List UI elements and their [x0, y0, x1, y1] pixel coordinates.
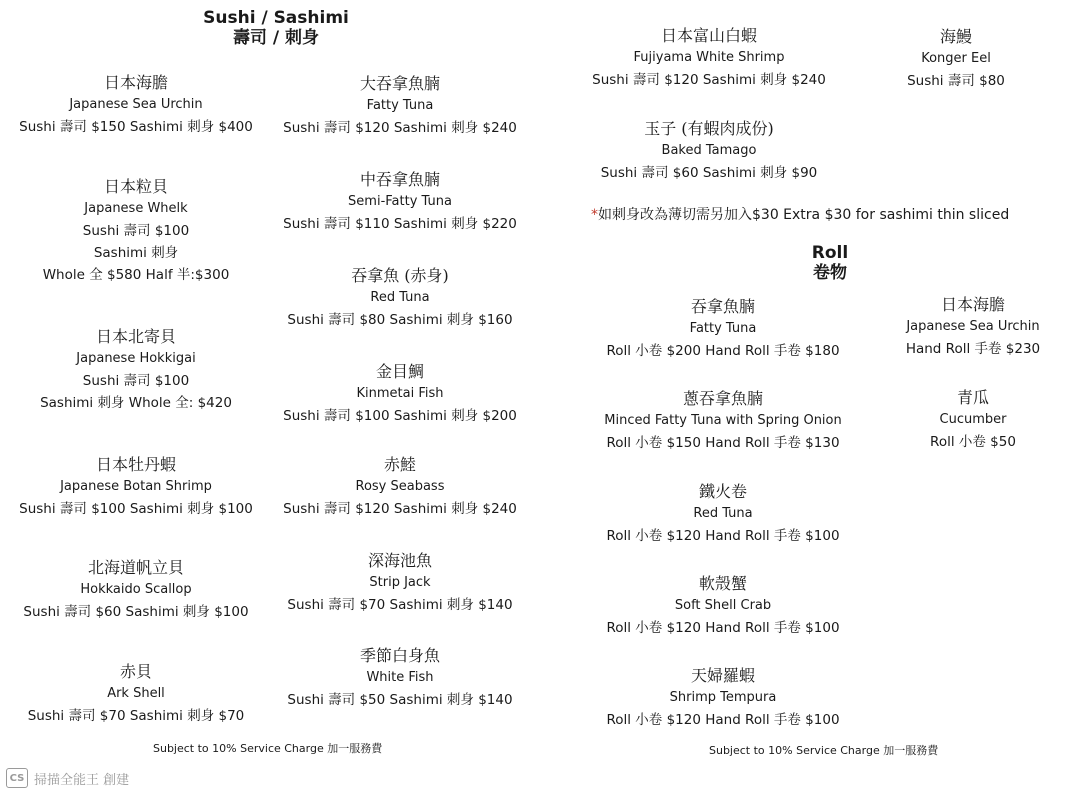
menu-item-white-fish: [270, 645, 530, 711]
watermark-text: 掃描全能王 創建: [34, 772, 130, 788]
item-price: Roll 小卷 $150 Hand Roll 手卷 $130: [606, 435, 840, 451]
item-price: Roll 小卷 $120 Hand Roll 手卷 $100: [606, 620, 840, 636]
item-price: Sushi 壽司 $150 Sashimi 刺身 $400: [19, 119, 253, 135]
item-price: Sushi 壽司 $80: [907, 73, 1005, 89]
item-name-zh: 青瓜: [956, 388, 989, 407]
menu-item-hokkigai: [6, 326, 266, 414]
menu-item-kinmetai: [270, 361, 530, 427]
menu-item-tamago: [580, 118, 838, 184]
item-price: Hand Roll 手卷 $230: [905, 341, 1041, 357]
item-price: Sushi 壽司 $60 Sashimi 刺身 $90: [600, 165, 818, 181]
item-name-en: Semi-Fatty Tuna: [348, 194, 452, 209]
item-name-zh: 金目鯛: [375, 362, 424, 381]
scanner-watermark: [6, 768, 129, 788]
item-price: Sushi 壽司 $120 Sashimi 刺身 $240: [283, 501, 517, 517]
item-name-en: Baked Tamago: [661, 143, 757, 158]
asterisk: *: [591, 207, 598, 223]
item-price: Sushi 壽司 $100 Sashimi 刺身 $200: [283, 408, 517, 424]
menu-item-scallop: [6, 557, 266, 623]
item-name-zh: 北海道帆立貝: [87, 558, 184, 577]
item-name-zh: 玉子 (有蝦肉成份): [644, 119, 774, 138]
service-charge-note-left: Subject to 10% Service Charge 加一服務費: [153, 742, 383, 755]
menu-item-red-tuna: [270, 265, 530, 331]
item-name-zh: 季節白身魚: [359, 646, 440, 665]
roll-section-header: [770, 243, 890, 283]
item-name-en: Red Tuna: [370, 290, 430, 305]
item-name-en: Cucumber: [939, 412, 1007, 427]
item-name-en: Strip Jack: [369, 575, 431, 590]
item-name-zh: 吞拿魚腩: [690, 297, 755, 316]
item-name-zh: 天婦羅蝦: [690, 666, 755, 685]
menu-item-konger-eel: [886, 26, 1026, 92]
roll-item-minced-fatty-tuna: [592, 388, 854, 454]
sushi-section-header: [176, 8, 376, 48]
item-name-en: Shrimp Tempura: [669, 690, 777, 705]
item-name-zh: 日本北寄貝: [95, 327, 176, 346]
menu-item-sea-urchin: [6, 72, 266, 138]
item-name-en: Fujiyama White Shrimp: [633, 50, 785, 65]
item-name-en: Hokkaido Scallop: [80, 582, 192, 597]
thin-slice-note-text: 如刺身改為薄切需另加入$30 Extra $30 for sashimi thin sliced: [598, 207, 1010, 223]
item-name-zh: 軟殼蟹: [698, 574, 747, 593]
item-name-zh: 日本粒貝: [103, 177, 168, 196]
item-name-en: Fatty Tuna: [366, 98, 434, 113]
item-price: Sushi 壽司 $70 Sashimi 刺身 $70: [27, 708, 245, 724]
item-price: Sushi 壽司 $120 Sashimi 刺身 $240: [283, 120, 517, 136]
thin-slice-note: [591, 204, 1009, 224]
item-name-en: Japanese Sea Urchin: [69, 97, 203, 112]
item-name-zh: 吞拿魚 (赤身): [351, 266, 449, 285]
roll-title-zh: 卷物: [813, 263, 847, 283]
item-price: Sushi 壽司 $120 Sashimi 刺身 $240: [592, 72, 826, 88]
item-name-zh: 大吞拿魚腩: [359, 74, 440, 93]
item-name-en: Fatty Tuna: [689, 321, 757, 336]
item-name-en: Konger Eel: [921, 51, 991, 66]
roll-item-sea-urchin: [896, 294, 1050, 360]
item-price: Sushi 壽司 $50 Sashimi 刺身 $140: [287, 692, 513, 708]
item-name-en: Soft Shell Crab: [674, 598, 772, 613]
item-price: Sushi 壽司 $100 Sashimi 刺身 $100: [19, 501, 253, 517]
item-name-zh: 鐵火卷: [698, 482, 747, 501]
menu-item-rosy-seabass: [270, 454, 530, 520]
item-name-en: Red Tuna: [693, 506, 753, 521]
camscanner-logo-icon: CS: [6, 768, 28, 788]
item-price: Roll 小卷 $200 Hand Roll 手卷 $180: [606, 343, 840, 359]
item-price: Sashimi 刺身 Whole 全: $420: [40, 395, 232, 411]
item-name-en: White Fish: [366, 670, 434, 685]
item-price: Sashimi 刺身: [93, 245, 179, 261]
item-price: Sushi 壽司 $110 Sashimi 刺身 $220: [283, 216, 517, 232]
roll-item-fatty-tuna: [592, 296, 854, 362]
item-name-en: Minced Fatty Tuna with Spring Onion: [604, 413, 842, 428]
item-price: Sushi 壽司 $100: [82, 373, 190, 389]
roll-item-red-tuna: [592, 481, 854, 547]
menu-item-white-shrimp: [580, 25, 838, 91]
roll-item-shrimp-tempura: [592, 665, 854, 731]
sushi-title-zh: 壽司 / 刺身: [232, 28, 320, 48]
item-price: Roll 小卷 $50: [930, 434, 1016, 450]
item-price: Roll 小卷 $120 Hand Roll 手卷 $100: [606, 528, 840, 544]
roll-item-soft-shell-crab: [592, 573, 854, 639]
item-name-zh: 日本富山白蝦: [660, 26, 757, 45]
menu-item-fatty-tuna: [270, 73, 530, 139]
item-price: Sushi 壽司 $70 Sashimi 刺身 $140: [287, 597, 513, 613]
item-name-zh: 日本牡丹蝦: [95, 455, 176, 474]
menu-item-whelk: [6, 176, 266, 286]
roll-item-cucumber: [896, 387, 1050, 453]
item-name-en: Japanese Whelk: [84, 201, 188, 216]
item-name-en: Japanese Sea Urchin: [906, 319, 1040, 334]
item-name-zh: 日本海膽: [103, 73, 168, 92]
item-price: Sushi 壽司 $60 Sashimi 刺身 $100: [23, 604, 249, 620]
item-price: Roll 小卷 $120 Hand Roll 手卷 $100: [606, 712, 840, 728]
item-name-zh: 日本海膽: [940, 295, 1005, 314]
item-price: Sushi 壽司 $80 Sashimi 刺身 $160: [287, 312, 513, 328]
item-name-zh: 中吞拿魚腩: [359, 170, 440, 189]
menu-item-ark-shell: [6, 661, 266, 727]
item-name-zh: 深海池魚: [367, 551, 432, 570]
item-name-en: Rosy Seabass: [355, 479, 445, 494]
item-price: Sushi 壽司 $100: [82, 223, 190, 239]
item-name-en: Japanese Hokkigai: [76, 351, 196, 366]
item-price: Whole 全 $580 Half 半:$300: [42, 267, 230, 283]
item-name-en: Kinmetai Fish: [356, 386, 444, 401]
item-name-zh: 海鰻: [939, 27, 972, 46]
item-name-en: Ark Shell: [107, 686, 165, 701]
item-name-en: Japanese Botan Shrimp: [60, 479, 212, 494]
menu-item-semi-fatty-tuna: [270, 169, 530, 235]
item-name-zh: 赤鯥: [383, 455, 416, 474]
menu-item-botan-shrimp: [6, 454, 266, 520]
menu-item-strip-jack: [270, 550, 530, 616]
item-name-zh: 蔥吞拿魚腩: [682, 389, 763, 408]
roll-title-en: Roll: [811, 243, 849, 263]
service-charge-note-right: Subject to 10% Service Charge 加一服務費: [709, 744, 939, 757]
sushi-title-en: Sushi / Sashimi: [203, 8, 349, 28]
item-name-zh: 赤貝: [119, 662, 152, 681]
